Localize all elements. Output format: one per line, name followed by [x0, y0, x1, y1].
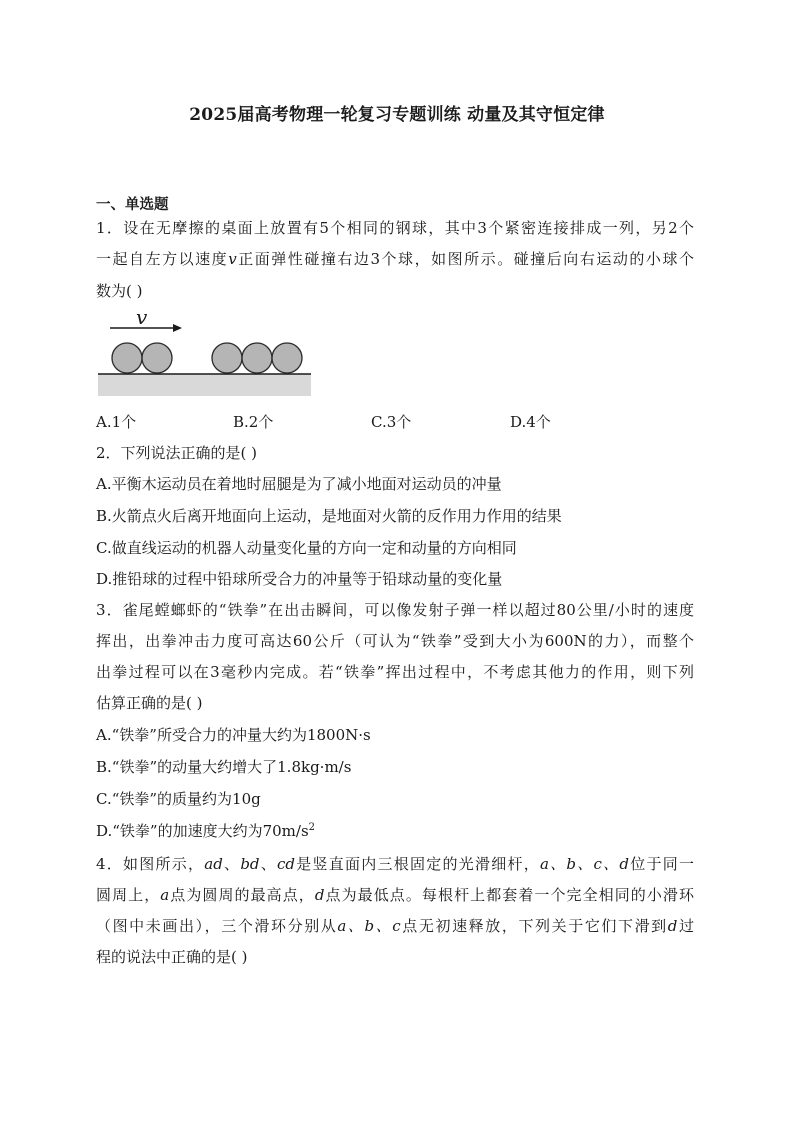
q4-text: 点为圆周的最高点，	[169, 886, 315, 904]
q4-points-abcd: a、b、c、d	[539, 855, 629, 873]
q4-text: 、	[259, 855, 278, 873]
q1-figure-ball	[142, 343, 172, 373]
q4-point-d: d	[667, 917, 678, 935]
q4-rod-bd: bd	[240, 855, 260, 873]
q4-text: 点为最低点。每根杆上都套着一个完全相同的小滑环	[324, 886, 694, 904]
q4-text: 圆周上，	[96, 886, 161, 904]
q4-point-d: d	[314, 886, 325, 904]
q2-option-b: B.火箭点火后离开地面向上运动，是地面对火箭的反作用力作用的结果	[96, 507, 562, 525]
q1-velocity-symbol: v	[228, 250, 237, 268]
q1-figure-ball	[242, 343, 272, 373]
q3-option-a: A.“铁拳”所受合力的冲量大约为1800N·s	[96, 726, 371, 744]
q4-line-4: 程的说法中正确的是( )	[96, 948, 248, 966]
q1-line-3: 数为( )	[96, 282, 143, 300]
q4-text: 过	[677, 917, 694, 935]
q3-line-2: 挥出，出拳冲击力度可高达60公斤（可认为“铁拳”受到大小为600N的力），而整个	[96, 632, 694, 650]
q4-rod-ad: ad	[204, 855, 223, 873]
q3-line-1: 3．雀尾螳螂虾的“铁拳”在出击瞬间，可以像发射子弹一样以超过80公里/小时的速度	[96, 601, 694, 619]
q4-line-3	[96, 915, 694, 936]
q1-line-1: 1．设在无摩擦的桌面上放置有5个相同的钢球，其中3个紧密连接排成一列，另2个	[96, 219, 694, 237]
q3-option-c: C.“铁拳”的质量约为10g	[96, 790, 261, 808]
q4-text: 点无初速释放，下列关于它们下滑到	[400, 917, 668, 935]
q3-option-d-text: D.“铁拳”的加速度大约为70m/s	[96, 822, 309, 840]
q1-option-d: D.4个	[510, 413, 551, 431]
q3-option-d	[96, 820, 315, 841]
q1-figure	[96, 304, 316, 400]
q4-rod-cd: cd	[277, 855, 296, 873]
q4-text: 、	[222, 855, 241, 873]
q1-line-2	[96, 248, 694, 269]
q1-figure-ball	[212, 343, 242, 373]
q4-text: （图中未画出），三个滑环分别从	[96, 917, 338, 935]
q3-option-b: B.“铁拳”的动量大约增大了1.8kg·m/s	[96, 758, 352, 776]
q1-figure-ball	[272, 343, 302, 373]
q2-option-c: C.做直线运动的机器人动量变化量的方向一定和动量的方向相同	[96, 539, 517, 557]
q4-text: 4．如图所示，	[96, 855, 205, 873]
q1-text: 一起自左方以速度	[96, 250, 229, 268]
q1-figure-ball	[112, 343, 142, 373]
q2-option-d: D.推铅球的过程中铅球所受合力的冲量等于铅球动量的变化量	[96, 570, 503, 588]
q1-figure-velocity-label: v	[136, 305, 148, 329]
q4-line-1	[96, 853, 694, 874]
q1-text: 正面弹性碰撞右边3个球，如图所示。碰撞后向右运动的小球个	[236, 250, 694, 268]
q3-option-d-exponent: 2	[308, 822, 316, 833]
section-heading: 一、单选题	[96, 196, 169, 213]
q2-stem: 2．下列说法正确的是( )	[96, 444, 258, 462]
q3-line-3: 出拳过程可以在3毫秒内完成。若“铁拳”挥出过程中，不考虑其他力的作用，则下列	[96, 663, 694, 681]
q1-option-a: A.1个	[96, 413, 137, 431]
q4-points-abc: a、b、c	[337, 917, 401, 935]
q1-option-b: B.2个	[233, 413, 274, 431]
q3-line-4: 估算正确的是( )	[96, 694, 203, 712]
page-title: 2025届高考物理一轮复习专题训练 动量及其守恒定律	[189, 105, 605, 125]
q4-text: 是竖直面内三根固定的光滑细杆，	[295, 855, 540, 873]
q4-point-a: a	[160, 886, 170, 904]
q1-option-c: C.3个	[371, 413, 412, 431]
q1-figure-table	[98, 374, 311, 396]
q4-text: 位于同一	[628, 855, 694, 873]
q2-option-a: A.平衡木运动员在着地时屈腿是为了减小地面对运动员的冲量	[96, 475, 502, 493]
q4-line-2	[96, 884, 694, 905]
